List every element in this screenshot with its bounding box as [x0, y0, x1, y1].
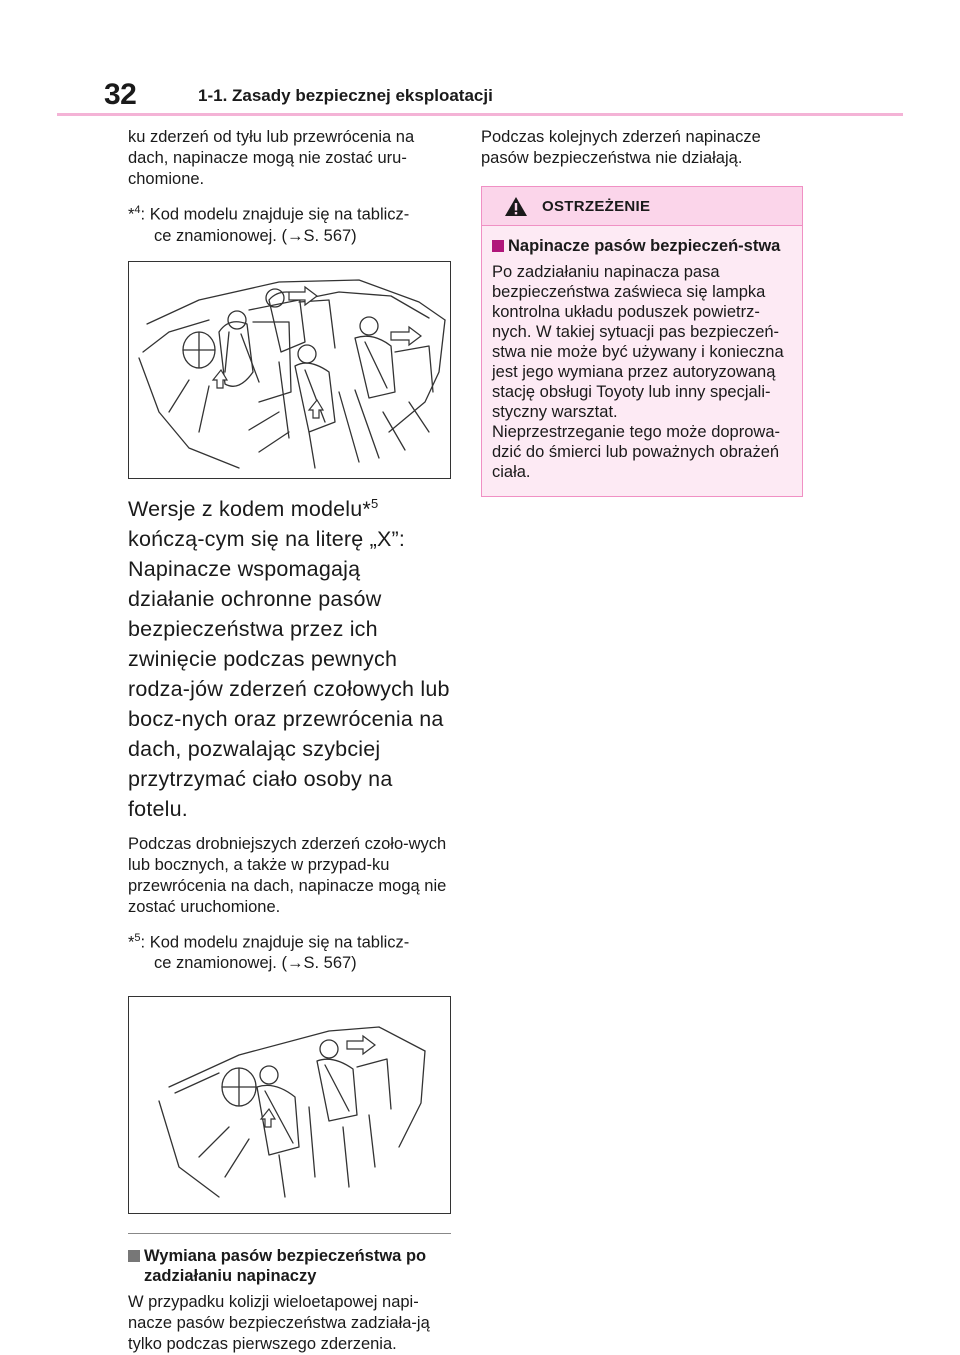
footnote-5: [128, 928, 451, 975]
right-paragraph-1: Podczas kolejnych zderzeń napinacze pasów bezpieczeństwa nie działają.: [481, 128, 761, 167]
left-column: [128, 127, 451, 1355]
square-bullet-icon: [492, 240, 504, 252]
warning-title: OSTRZEŻENIE: [542, 197, 651, 215]
footnote-marker: *: [128, 933, 135, 952]
left-paragraph-2: Podczas drobniejszych zderzeń czoło-wych lub bocznych, a także w przypad-ku przewrócenia na dach, napinacze mogą nie zostać uruchomione.: [128, 834, 447, 916]
header-rule: [57, 113, 903, 116]
footnote-line-1: : Kod modelu znajduje się na tablicz-: [140, 933, 410, 952]
warning-header: [482, 187, 802, 226]
warning-text: Po zadziałaniu napinacza pasa bezpieczeństwa zaświeca się lampka kontrolna układu poduszek powietrz-nych. W takiej sytuacji pas bezpieczeń-stwa nie może być używany i konieczna jest jego wymiana przez autoryzowaną stację obsługi Toyoty lub inny specjali-styczny warsztat.: [492, 263, 784, 421]
page-number: 32: [104, 78, 137, 111]
square-bullet-icon: [128, 1250, 140, 1262]
left-paragraph-1: ku zderzeń od tyłu lub przewrócenia na dach, napinacze mogą nie zostać uru-chomione.: [128, 128, 415, 188]
left-paragraph-3: W przypadku kolizji wieloetapowej napi-nacze pasów bezpieczeństwa zadziała-ją tylko podczas pierwszego zderzenia.: [128, 1293, 430, 1354]
footnote-line-2: ce znamionowej. (→S. 567): [154, 226, 357, 245]
warning-subheading-text: Napinacze pasów bezpieczeń-stwa: [508, 237, 781, 255]
footnote-4: [128, 200, 451, 247]
footnote-line-2: ce znamionowej. (→S. 567): [154, 954, 357, 973]
section-title: 1-1. Zasady bezpiecznej eksploatacji: [198, 86, 493, 105]
car-interior-drawing: [129, 262, 450, 476]
pretensioner-description: [128, 489, 451, 824]
description-rest: kończą-cym się na literę „X”: Napinacze wspomagają działanie ochronne pasów bezpieczeństwa przez ich zwinięcie podczas pewnych rodza-jów zderzeń czołowych lub bocz-nych oraz przewrócenia na dach, pozwalając szybciej przytrzymać ciało osoby na fotelu.: [128, 526, 450, 821]
illustration-front-seatbelts: [128, 996, 451, 1214]
footnote-sup: 5: [134, 931, 141, 944]
subsection-heading-text: Wymiana pasów bezpieczeństwa po zadziałaniu napinaczy: [144, 1247, 427, 1286]
subsection-heading: [128, 1246, 451, 1286]
warning-box: [481, 186, 803, 497]
footnote-line-1: : Kod modelu znajduje się na tablicz-: [140, 205, 410, 224]
car-front-seats-drawing: [129, 997, 450, 1211]
warning-content: [482, 226, 802, 482]
right-column: [481, 127, 803, 497]
warning-subheading: [492, 236, 794, 256]
description-start: Wersje z kodem modelu*: [128, 496, 371, 521]
illustration-full-cabin-seatbelts: [128, 261, 451, 479]
description-sup: 5: [371, 495, 379, 511]
warning-triangle-icon: [504, 196, 528, 217]
footnote-sup: 4: [134, 204, 141, 216]
warning-text-2: Nieprzestrzeganie tego może doprowa-dzić do śmierci lub poważnych obrażeń ciała.: [492, 423, 780, 481]
subsection-rule: [128, 1233, 451, 1234]
footnote-marker: *: [128, 205, 135, 224]
